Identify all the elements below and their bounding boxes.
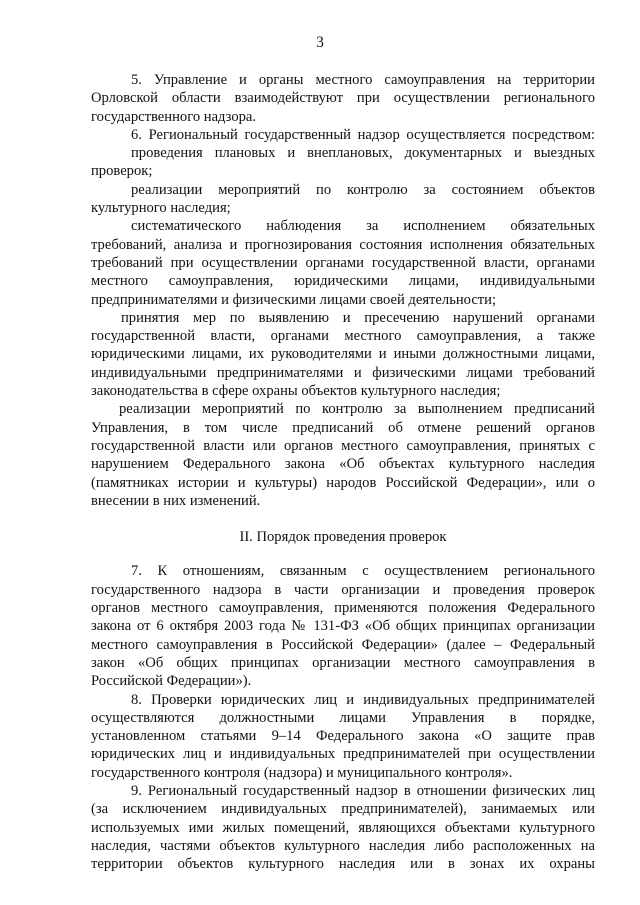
text-line: 5. Управление и органы местного самоуправления на территории [131, 72, 595, 88]
text-line: реализации мероприятий по контролю за выполнением предписаний [119, 401, 595, 418]
text-line: (за исключением индивидуальных предпринимателей), занимаемых или [91, 801, 595, 818]
text-line: государственной власти или органов местного самоуправления, принятых с [91, 437, 595, 454]
text-line: индивидуальными предпринимателями и физическими лицами требований [91, 364, 595, 381]
text-line: законодательства в сфере охраны объектов культурного наследия; [91, 383, 501, 400]
text-line: требований, анализа и прогнозирования состояния исполнения обязательных [91, 236, 595, 253]
text-line: наследия, частями объектов культурного наследия либо расположенных на [91, 837, 595, 854]
text-line: юридическими лицами, их руководителями и иными должностными лицами, [91, 346, 595, 363]
text-line: внесении в них изменений. [91, 492, 261, 509]
text-line: 9. Региональный государственный надзор в отношении физических лиц [131, 782, 595, 799]
text-line: государственного контроля (надзора) и муниципального контроля». [91, 764, 513, 781]
text-line: предпринимателями и физическими лицами своей деятельности; [91, 291, 497, 308]
text-line: местного самоуправления в Российской Федерации» (далее – Федеральный [91, 636, 595, 653]
text-line: 8. Проверки юридических лиц и индивидуальных предпринимателей [131, 691, 595, 708]
text-line: юридических лиц и индивидуальных предпринимателей при осуществлении [91, 746, 595, 763]
text-line: государственной власти, органами местного самоуправления, а также [91, 328, 595, 345]
text-line: государственного надзора. [91, 108, 257, 125]
text-line: проведения плановых и внеплановых, документарных и выездных [131, 145, 595, 162]
text-line: проверок; [91, 163, 153, 180]
text-line: закон «Об общих принципах организации местного самоуправления в [91, 654, 595, 671]
document-body [91, 71, 595, 873]
text-line: Управления, в том числе предписаний об отмене решений органов [91, 419, 595, 436]
text-line: используемых ими жилых помещений, являющихся объектами культурного [91, 819, 595, 836]
text-line: закона от 6 октября 2003 года № 131-ФЗ «Об общих принципах организации [91, 618, 595, 635]
text-line: культурного наследия; [91, 200, 231, 217]
text-line: органов местного самоуправления, применяются положения Федерального [91, 600, 595, 617]
text-line: требований при осуществлении органами государственной власти, органами [91, 254, 595, 271]
text-line: местного самоуправления, юридическими лицами, индивидуальными [91, 273, 595, 290]
text-line: Орловской области взаимодействуют при осуществлении регионального [91, 90, 595, 107]
text-line: государственного надзора в части организации и проведения проверок [91, 581, 595, 598]
text-line: 7. К отношениям, связанным с осуществлением регионального [131, 563, 595, 580]
text-line: 6. Региональный государственный надзор осуществляется посредством: [131, 126, 595, 143]
page-number: 3 [316, 34, 324, 51]
text-line: территории объектов культурного наследия или в зонах их охраны [91, 856, 595, 873]
section-heading: II. Порядок проведения проверок [239, 529, 447, 546]
text-line: принятия мер по выявлению и пресечению нарушений органами [121, 309, 595, 326]
text-line: нарушением Федерального закона «Об объектах культурного наследия [91, 456, 595, 473]
text-line: (памятниках истории и культуры) народов Российской Федерации», или о [91, 474, 595, 491]
text-line: Российской Федерации»). [91, 673, 252, 690]
text-line: установленном статьями 9–14 Федерального закона «О защите прав [91, 728, 595, 745]
text-line: систематического наблюдения за исполнением обязательных [131, 218, 595, 235]
text-line: осуществляются должностными лицами Управления в порядке, [91, 709, 595, 726]
text-line: реализации мероприятий по контролю за состоянием объектов [131, 181, 595, 198]
